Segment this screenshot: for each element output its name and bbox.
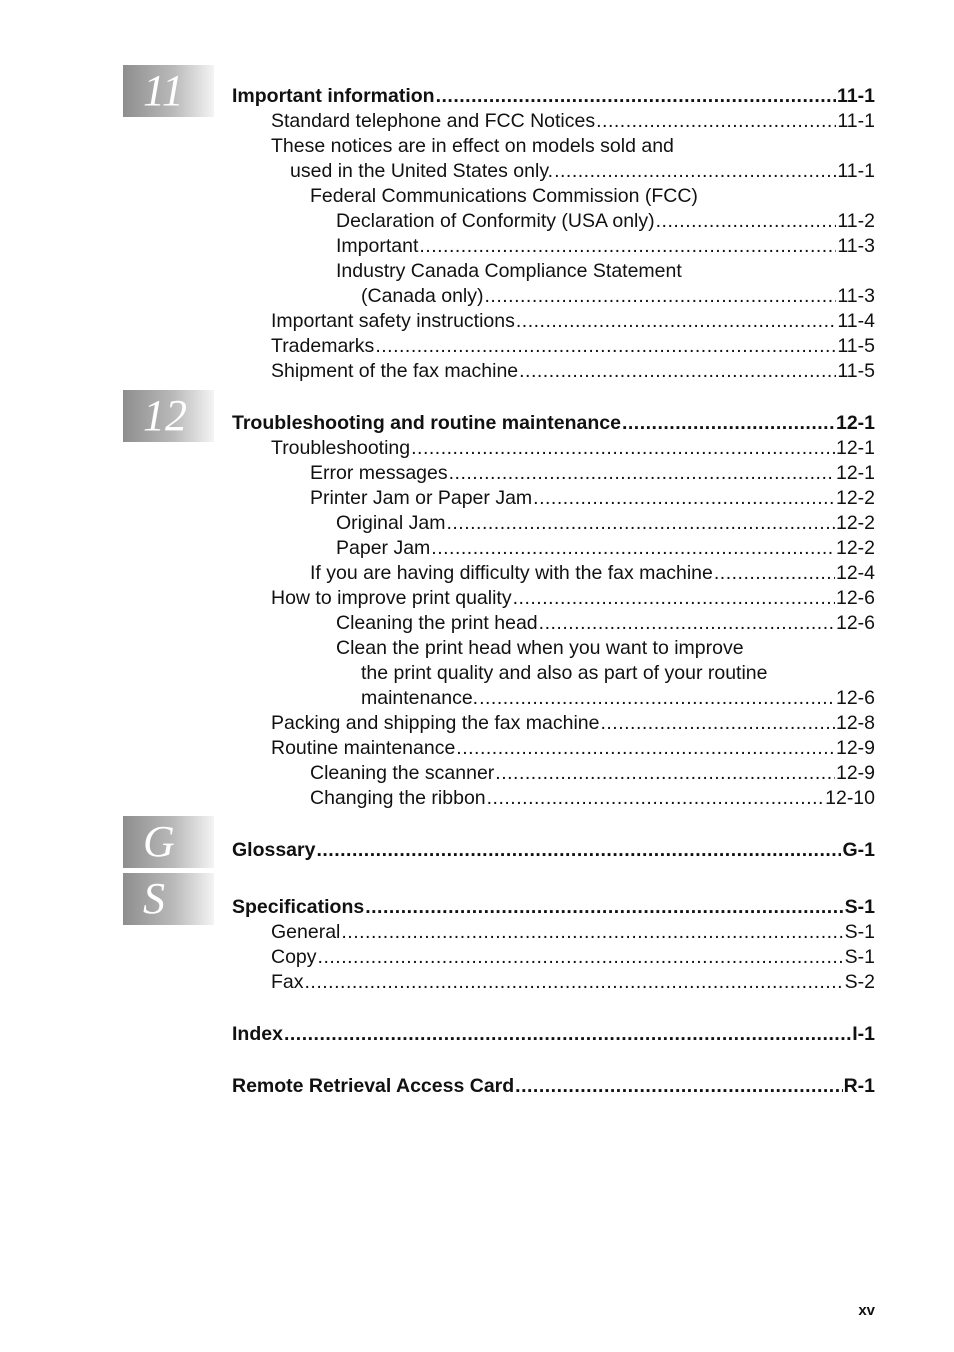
toc-entry-title: used in the United States only. xyxy=(290,160,554,182)
toc-entry-title: Important information xyxy=(232,85,435,107)
toc-entry-title: Important xyxy=(336,235,419,257)
toc-entry-page: 11-4 xyxy=(837,310,875,332)
toc-entry-title: Printer Jam or Paper Jam xyxy=(310,487,533,509)
toc-entry-title: maintenance. xyxy=(361,687,479,709)
toc-entry-page: 12-6 xyxy=(835,587,875,609)
toc-leader-dots xyxy=(487,786,824,811)
toc-leader-dots xyxy=(284,1022,851,1047)
toc-entry-index[interactable] xyxy=(232,1022,875,1047)
toc-leader-dots xyxy=(431,536,835,561)
toc-entry-cleaning-scanner[interactable] xyxy=(310,761,875,786)
page-number: xv xyxy=(858,1302,875,1319)
toc-entry-page: 12-4 xyxy=(835,562,875,584)
toc-entry-title: Troubleshooting xyxy=(271,437,411,459)
toc-entry-important[interactable] xyxy=(336,234,875,259)
toc-entry-title: Copy xyxy=(271,946,317,968)
toc-entry-title: Changing the ribbon xyxy=(310,787,486,809)
toc-entry-shipment[interactable] xyxy=(271,359,875,384)
toc-entry-page: S-1 xyxy=(844,921,875,943)
toc-entry-page: 11-3 xyxy=(837,285,875,307)
toc-entry-title: Glossary xyxy=(232,839,316,861)
toc-leader-dots xyxy=(436,84,836,109)
toc-entry-title: Important safety instructions xyxy=(271,310,515,332)
toc-entry-clean-head-line1[interactable]: Clean the print head when you want to improve xyxy=(336,637,744,659)
chapter-tab-glossary[interactable]: G xyxy=(123,816,214,868)
toc-leader-dots xyxy=(539,611,835,636)
toc-entry-title: Remote Retrieval Access Card xyxy=(232,1075,515,1097)
toc-leader-dots xyxy=(484,284,836,309)
toc-leader-dots xyxy=(318,945,844,970)
toc-entry-page: 12-9 xyxy=(835,737,875,759)
toc-leader-dots xyxy=(533,486,835,511)
toc-entry-title: (Canada only) xyxy=(361,285,484,307)
toc-entry-notices-line1[interactable]: These notices are in effect on models sold and xyxy=(271,135,674,157)
toc-leader-dots xyxy=(596,109,836,134)
chapter-tab-12[interactable]: 12 xyxy=(123,390,214,442)
toc-leader-dots xyxy=(495,761,835,786)
toc-entry-page: S-1 xyxy=(844,896,875,918)
toc-entry-page: 12-6 xyxy=(835,612,875,634)
toc-leader-dots xyxy=(449,461,835,486)
toc-leader-dots xyxy=(554,159,836,184)
toc-entry-original-jam[interactable] xyxy=(336,511,875,536)
toc-entry-title: Specifications xyxy=(232,896,365,918)
toc-leader-dots xyxy=(411,436,835,461)
toc-entry-important-information[interactable] xyxy=(232,84,875,109)
toc-entry-title: Standard telephone and FCC Notices xyxy=(271,110,596,132)
toc-entry-page: 11-5 xyxy=(837,360,875,382)
toc-entry-troubleshooting[interactable] xyxy=(271,436,875,461)
toc-leader-dots xyxy=(305,970,844,995)
chapter-tab-specifications[interactable]: S xyxy=(123,873,214,925)
toc-entry-glossary[interactable] xyxy=(232,838,875,863)
toc-entry-title: Declaration of Conformity (USA only) xyxy=(336,210,655,232)
toc-entry-difficulty[interactable] xyxy=(310,561,875,586)
toc-entry-page: 11-2 xyxy=(837,210,875,232)
toc-leader-dots xyxy=(365,895,843,920)
toc-leader-dots xyxy=(479,686,835,711)
toc-entry-clean-head-maintenance[interactable] xyxy=(361,686,875,711)
toc-entry-declaration[interactable] xyxy=(336,209,875,234)
toc-entry-page: 12-1 xyxy=(835,412,875,434)
toc-entry-title: Routine maintenance xyxy=(271,737,456,759)
toc-entry-page: 12-2 xyxy=(835,512,875,534)
toc-leader-dots xyxy=(375,334,836,359)
toc-entry-copy[interactable] xyxy=(271,945,875,970)
toc-entry-page: R-1 xyxy=(843,1075,875,1097)
toc-entry-page: 11-1 xyxy=(837,110,875,132)
toc-entry-troubleshooting-maintenance[interactable] xyxy=(232,411,875,436)
toc-entry-page: 11-3 xyxy=(837,235,875,257)
toc-entry-fcc-commission[interactable]: Federal Communications Commission (FCC) xyxy=(310,185,698,207)
toc-leader-dots xyxy=(656,209,837,234)
toc-entry-page: 11-5 xyxy=(837,335,875,357)
toc-entry-specifications[interactable] xyxy=(232,895,875,920)
toc-entry-page: 12-1 xyxy=(835,462,875,484)
toc-entry-trademarks[interactable] xyxy=(271,334,875,359)
toc-leader-dots xyxy=(316,838,841,863)
toc-entry-printer-jam[interactable] xyxy=(310,486,875,511)
toc-entry-title: Error messages xyxy=(310,462,448,484)
toc-entry-fax[interactable] xyxy=(271,970,875,995)
toc-entry-page: 12-8 xyxy=(835,712,875,734)
toc-entry-page: 12-10 xyxy=(825,787,875,809)
toc-entry-title: Shipment of the fax machine xyxy=(271,360,519,382)
toc-leader-dots xyxy=(513,586,835,611)
toc-entry-title: If you are having difficulty with the fax machine xyxy=(310,562,713,584)
toc-entry-changing-ribbon[interactable] xyxy=(310,786,875,811)
toc-leader-dots xyxy=(519,359,836,384)
toc-entry-page: S-1 xyxy=(844,946,875,968)
toc-entry-error-messages[interactable] xyxy=(310,461,875,486)
toc-entry-print-quality[interactable] xyxy=(271,586,875,611)
toc-entry-notices-us[interactable] xyxy=(290,159,875,184)
toc-entry-page: 12-2 xyxy=(835,487,875,509)
toc-entry-page: S-2 xyxy=(844,971,875,993)
toc-entry-title: Index xyxy=(232,1023,283,1045)
toc-entry-page: 12-9 xyxy=(835,762,875,784)
toc-entry-title: How to improve print quality xyxy=(271,587,512,609)
toc-leader-dots xyxy=(516,309,837,334)
toc-entry-remote-retrieval[interactable] xyxy=(232,1074,875,1099)
toc-leader-dots xyxy=(419,234,836,259)
toc-entry-page: I-1 xyxy=(852,1023,875,1045)
toc-entry-packing[interactable] xyxy=(271,711,875,736)
toc-leader-dots xyxy=(600,711,835,736)
toc-leader-dots xyxy=(714,561,835,586)
toc-entry-page: 11-1 xyxy=(837,85,875,107)
toc-entry-title: Paper Jam xyxy=(336,537,431,559)
toc-entry-paper-jam[interactable] xyxy=(336,536,875,561)
toc-entry-clean-head-line2[interactable]: the print quality and also as part of your routine xyxy=(361,662,768,684)
toc-leader-dots xyxy=(622,411,835,436)
toc-entry-title: Cleaning the print head xyxy=(336,612,538,634)
toc-entry-title: Original Jam xyxy=(336,512,446,534)
toc-leader-dots xyxy=(446,511,835,536)
toc-entry-cleaning-head[interactable] xyxy=(336,611,875,636)
toc-entry-title: General xyxy=(271,921,341,943)
toc-leader-dots xyxy=(456,736,835,761)
toc-entry-fcc-notices[interactable] xyxy=(271,109,875,134)
toc-entry-page: G-1 xyxy=(842,839,875,861)
toc-entry-page: 12-1 xyxy=(835,437,875,459)
toc-leader-dots xyxy=(341,920,843,945)
toc-entry-page: 11-1 xyxy=(837,160,875,182)
toc-entry-title: Cleaning the scanner xyxy=(310,762,495,784)
toc-entry-title: Packing and shipping the fax machine xyxy=(271,712,600,734)
toc-entry-page: 12-6 xyxy=(835,687,875,709)
toc-leader-dots xyxy=(515,1074,842,1099)
toc-entry-safety[interactable] xyxy=(271,309,875,334)
toc-entry-page: 12-2 xyxy=(835,537,875,559)
toc-entry-title: Fax xyxy=(271,971,304,993)
toc-entry-title: Troubleshooting and routine maintenance xyxy=(232,412,621,434)
toc-entry-routine-maintenance[interactable] xyxy=(271,736,875,761)
toc-entry-general[interactable] xyxy=(271,920,875,945)
toc-entry-title: Trademarks xyxy=(271,335,375,357)
toc-entry-industry-canada[interactable] xyxy=(361,284,875,309)
toc-entry-industry-canada-line1[interactable]: Industry Canada Compliance Statement xyxy=(336,260,682,282)
chapter-tab-11[interactable]: 11 xyxy=(123,65,214,117)
